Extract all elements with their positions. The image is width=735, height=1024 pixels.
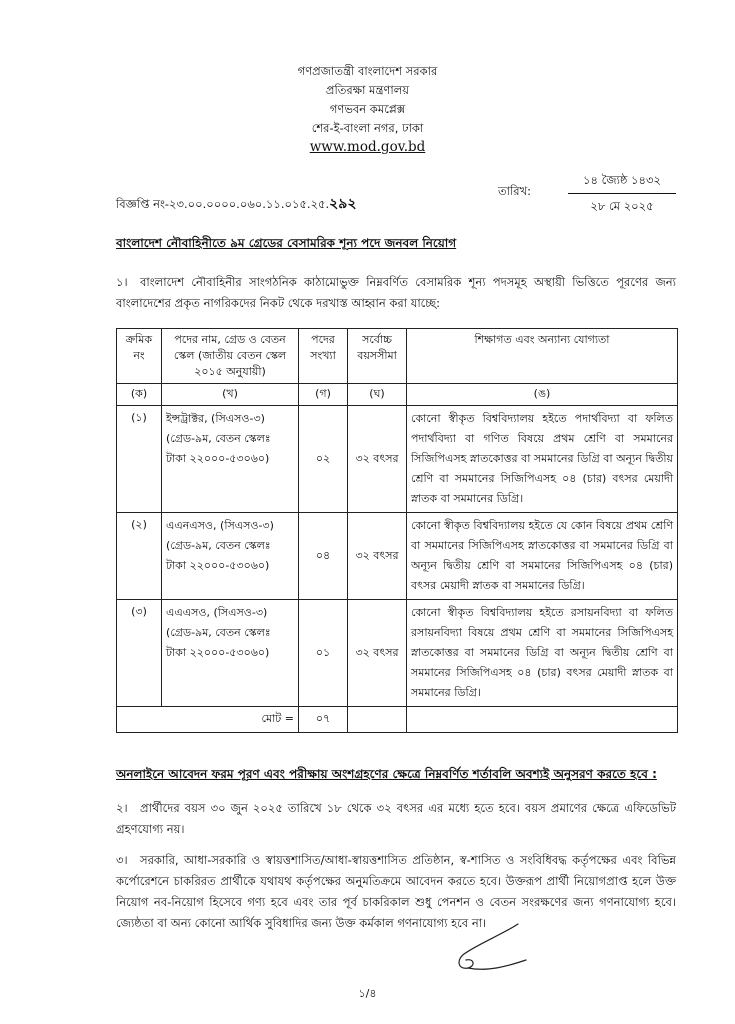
total-value: ০৭ xyxy=(299,707,348,733)
paragraph-text: সরকারি, আধা-সরকারি ও স্বায়ত্তশাসিত/আধা-স্বায়ত্তশাসিত প্রতিষ্ঠান, স্ব-শাসিত ও সংবিধিবদ্ধ কর্তৃপক্ষের এবং বিভিন্ন কর্পোরেশনে চাকরিরত প্রার্থীকে যথাযথ কর্তৃপক্ষের অনুমতিক্রমে আবেদন করতে হবে। উক্তরূপ প্রার্থী নিয়োগপ্রাপ্ত হলে উক্ত নিয়োগ নব-নিয়োগ হিসেবে গণ্য হবে এবং তার পূর্ব চাকরিকাল শুধু পেনশন ও বেতন সংরক্ষণের জন্য গণনাযোগ্য হবে। জ্যেষ্ঠতা বা অন্য কোনো আর্থিক সুবিধাদির জন্য উক্ত কর্মকাল গণনাযোগ্য হবে না। xyxy=(116,853,676,930)
row-age: ৩২ বৎসর xyxy=(348,600,407,707)
row-post: ইন্সট্রাক্টর, (সিএসও-৩) (গ্রেড-৯ম, বেতন স্কেলঃ টাকা ২২০০০-৫৩০৬০) xyxy=(162,406,299,513)
table-row xyxy=(117,600,678,707)
table-total-row xyxy=(117,707,678,733)
paragraph-text: বাংলাদেশ নৌবাহিনীর সাংগঠনিক কাঠামোভুক্ত নিম্নবর্ণিত বেসামরিক শূন্য পদসমূহ অস্থায়ী ভিত্তিতে পূরণের জন্য বাংলাদেশের প্রকৃত নাগরিকদের নিকট থেকে দরখাস্ত আহ্বান করা যাচ্ছে: xyxy=(116,275,676,310)
header-qualification: শিক্ষাগত এবং অন্যান্য যোগ্যতা xyxy=(407,329,678,384)
header-serial: ক্রমিক নং xyxy=(117,329,162,384)
letter-cell: (গ) xyxy=(299,384,348,406)
empty-cell xyxy=(407,707,678,733)
row-serial: (১) xyxy=(117,406,162,513)
memo-prefix: বিজ্ঞপ্তি নং-২৩.০০.০০০০.০৬০.১১.০১৫.২৫. xyxy=(116,197,330,211)
letter-cell: (ঙ) xyxy=(407,384,678,406)
row-serial: (২) xyxy=(117,513,162,600)
row-post: এএনএসও, (সিএসও-৩) (গ্রেড-৯ম, বেতন স্কেলঃ টাকা ২২০০০-৫৩০৬০) xyxy=(162,513,299,600)
row-count: ০৪ xyxy=(299,513,348,600)
row-qualification: কোনো স্বীকৃত বিশ্ববিদ্যালয় হইতে পদার্থবিদ্যা বা ফলিত পদার্থবিদ্যা বা গণিত বিষয়ে প্রথম শ্রেণি বা সমমানের সিজিপিএসহ স্নাতকোত্তর বা সমমানের ডিগ্রি বা অন্যূন দ্বিতীয় শ্রেণি বা সমমানের সিজিপিএসহ ০৪ (চার) বৎসর মেয়াদী স্নাতক বা সমমানের ডিগ্রি। xyxy=(407,406,678,513)
letter-cell: (ক) xyxy=(117,384,162,406)
office-address: শের-ই-বাংলা নগর, ঢাকা xyxy=(311,121,424,135)
signature-mark xyxy=(448,920,548,980)
table-header-row xyxy=(117,329,678,384)
row-serial: (৩) xyxy=(117,600,162,707)
row-age: ৩২ বৎসর xyxy=(348,406,407,513)
paragraph-3 xyxy=(116,850,676,934)
date-bangla: ১৪ জ্যৈষ্ঠ ১৪৩২ xyxy=(568,172,676,194)
govt-name: গণপ্রজাতন্ত্রী বাংলাদেশ সরকার xyxy=(297,64,438,78)
date-label: তারিখ: xyxy=(498,184,532,198)
memo-serial: ২৯২ xyxy=(329,196,357,212)
letter-cell: (ঘ) xyxy=(348,384,407,406)
ministry-name: প্রতিরক্ষা মন্ত্রণালয় xyxy=(325,83,410,97)
date-block xyxy=(568,172,676,217)
letter-cell: (খ) xyxy=(162,384,299,406)
paragraph-number: ৩। xyxy=(116,853,128,867)
row-count: ০২ xyxy=(299,406,348,513)
paragraph-1 xyxy=(116,272,676,314)
header-count: পদের সংখ্যা xyxy=(299,329,348,384)
paragraph-text: প্রার্থীদের বয়স ৩০ জুন ২০২৫ তারিখে ১৮ থেকে ৩২ বৎসর এর মধ্যে হতে হবে। বয়স প্রমাণের ক্ষেত্রে এফিডেভিট গ্রহণযোগ্য নয়। xyxy=(116,801,676,836)
paragraph-2 xyxy=(116,798,676,840)
header-post: পদের নাম, গ্রেড ও বেতন স্কেল (জাতীয় বেতন স্কেল ২০১৫ অনুযায়ী) xyxy=(162,329,299,384)
empty-cell xyxy=(348,707,407,733)
table-row xyxy=(117,513,678,600)
page-number: ১/৪ xyxy=(358,987,377,1000)
recruitment-heading: বাংলাদেশ নৌবাহিনীতে ৯ম গ্রেডের বেসামরিক শূন্য পদে জনবল নিয়োগ xyxy=(116,236,457,250)
row-qualification: কোনো স্বীকৃত বিশ্ববিদ্যালয় হইতে যে কোন বিষয়ে প্রথম শ্রেণি বা সমমানের সিজিপিএসহ স্নাতকোত্তর বা সমমানের ডিগ্রি বা অন্যূন দ্বিতীয় শ্রেণি বা সমমানের সিজিপিএসহ ০৪ (চার) বৎসর মেয়াদী স্নাতক বা সমমানের ডিগ্রি। xyxy=(407,513,678,600)
row-age: ৩২ বৎসর xyxy=(348,513,407,600)
table-letter-row xyxy=(117,384,678,406)
conditions-heading: অনলাইনে আবেদন ফরম পূরণ এবং পরীক্ষায় অংশগ্রহণের ক্ষেত্রে নিম্নবর্ণিত শর্তাবলি অবশ্যই অনুসরণ করতে হবে : xyxy=(116,767,657,781)
paragraph-number: ২। xyxy=(116,801,128,815)
letterhead xyxy=(0,62,735,157)
website-link[interactable]: www.mod.gov.bd xyxy=(309,139,426,155)
date-gregorian: ২৮ মে ২০২৫ xyxy=(590,199,654,213)
row-post: এএএসও, (সিএসও-৩) (গ্রেড-৯ম, বেতন স্কেলঃ টাকা ২২০০০-৫৩০৬০) xyxy=(162,600,299,707)
vacancy-table xyxy=(116,328,678,733)
table-row xyxy=(117,406,678,513)
row-count: ০১ xyxy=(299,600,348,707)
row-qualification: কোনো স্বীকৃত বিশ্ববিদ্যালয় হইতে রসায়নবিদ্যা বা ফলিত রসায়নবিদ্যা বিষয়ে প্রথম শ্রেণি বা সমমানের সিজিপিএসহ স্নাতকোত্তর বা সমমানের ডিগ্রি বা অন্যূন দ্বিতীয় শ্রেণি বা সমমানের সিজিপিএসহ ০৪ (চার) বৎসর মেয়াদী স্নাতক বা সমমানের ডিগ্রি। xyxy=(407,600,678,707)
paragraph-number: ১। xyxy=(116,275,128,289)
total-label: মোট = xyxy=(117,707,299,733)
office-complex: গণভবন কমপ্লেক্স xyxy=(329,102,406,116)
memo-number xyxy=(116,192,356,216)
header-age: সর্বোচ্চ বয়সসীমা xyxy=(348,329,407,384)
